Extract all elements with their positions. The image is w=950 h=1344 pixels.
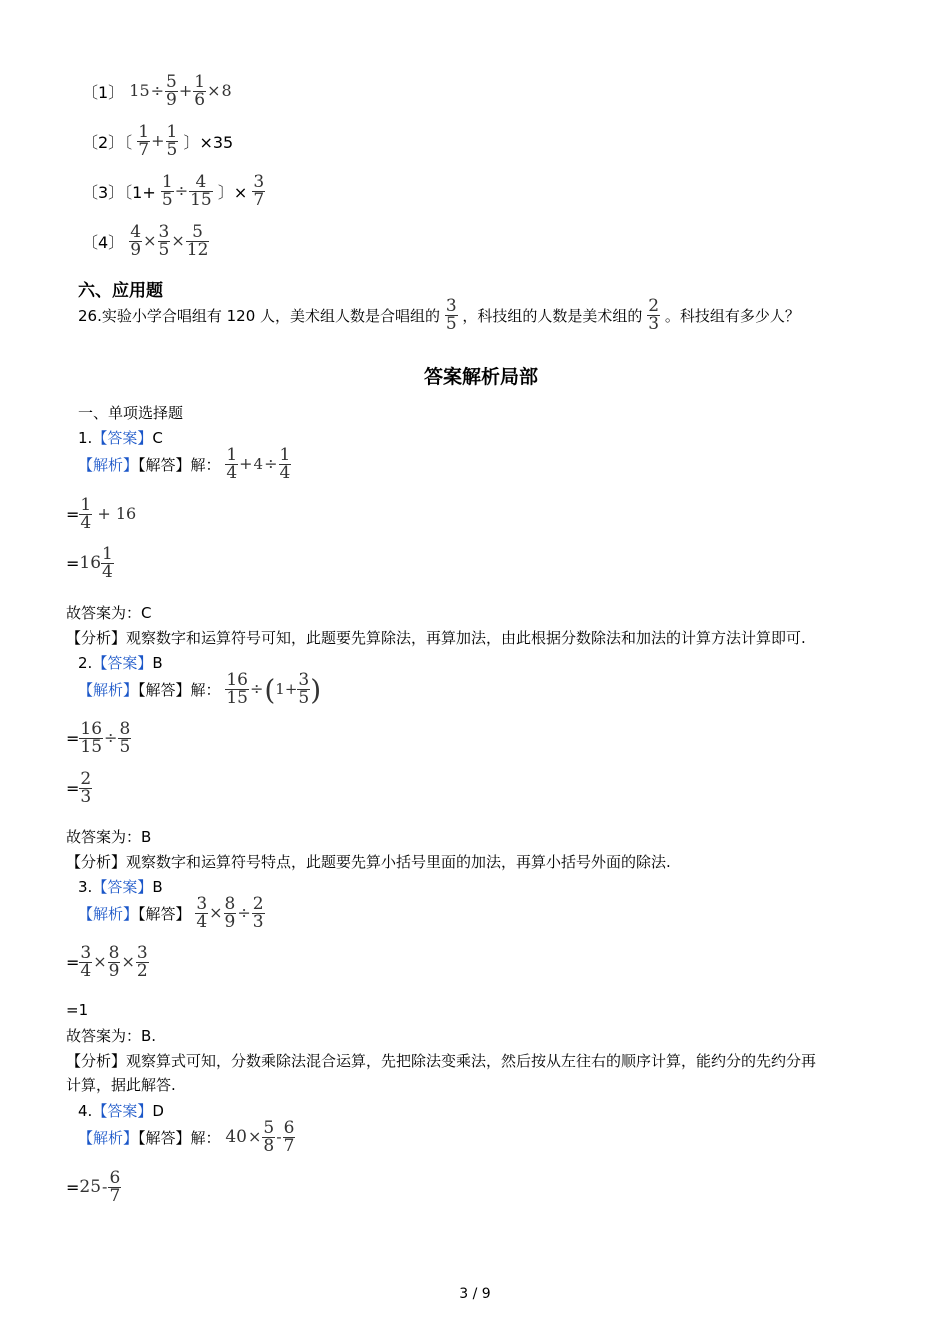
problem-4 [82, 224, 209, 259]
answer-value: D [152, 1102, 164, 1120]
answer-3-header: 3.【答案】B [78, 878, 163, 896]
answer-tag: 【答案】 [92, 429, 153, 447]
section-heading: 六、应用题 [78, 281, 163, 301]
fraction: $\frac{8}{9}$ [108, 943, 120, 981]
fraction: $\frac{6}{7}$ [283, 1118, 295, 1156]
answer-tag: 【答案】 [92, 878, 153, 896]
fraction: $\frac{1}{6}$ [194, 72, 206, 110]
fraction: $\frac{2}{3}$ [648, 296, 660, 334]
analysis-line: 【分析】观察数字和运算符号可知，此题要先算除法，再算加法，由此根据分数除法和加法的计算方法计算即可. [66, 629, 806, 647]
problem-label: 〔2〕〔 [82, 133, 133, 152]
fraction: $\frac{1}{4}$ [226, 445, 238, 483]
fraction: $\frac{5}{9}$ [166, 72, 177, 110]
answer-4-header: 4.【答案】D [78, 1102, 164, 1120]
answer-4-solution: 【解析】【解答】解： 40× $\frac{5}{8}$ - $\frac{6}{7}$ [78, 1118, 295, 1156]
fraction: $\frac{1}{4}$ [80, 495, 92, 533]
question-26: 26.实验小学合唱组有 120 人，美术组人数是合唱组的 $\frac{3}{5}$ ，科技组的人数是美术组的 $\frac{2}{3}$ 。科技组有多少人？ [78, 296, 800, 334]
answer-1-solution: 【解析】【解答】解： $\frac{1}{4}$ +4÷ $\frac{1}{4}$ [78, 445, 291, 483]
answer-value: C [152, 429, 163, 447]
fraction: $\frac{3}{4}$ [80, 943, 92, 981]
solution-step: = $\frac{16}{15}$ ÷ $\frac{8}{5}$ [66, 719, 131, 757]
analysis-tag: 【解析】 [78, 681, 139, 699]
fraction: $\frac{5}{8}$ [263, 1118, 275, 1156]
problem-1 [82, 74, 232, 109]
problem-3: 〔3〕〔1+ $\frac{1}{5}$ ÷ $\frac{4}{15}$ 〕× $\frac{3}{7}$ [82, 172, 265, 210]
result-line: 故答案为：C [66, 604, 152, 622]
fraction: $\frac{2}{3}$ [80, 769, 92, 807]
fraction: $\frac{4}{15}$ [190, 172, 212, 210]
problem-label: 〔3〕〔1+ [82, 183, 156, 202]
solution-step: = $\frac{2}{3}$ [66, 769, 92, 807]
expression: $\frac{4}{9}$ × $\frac{3}{5}$ × $\frac{5}{12}$ [130, 222, 209, 260]
fraction: $\frac{3}{2}$ [136, 943, 148, 981]
result-line: 故答案为：B. [66, 1027, 157, 1045]
analysis-tag: 【解析】 [78, 1129, 139, 1147]
fraction: $\frac{3}{4}$ [196, 894, 208, 932]
analysis-line: 【分析】观察数字和运算符号特点，此题要先算小括号里面的加法，再算小括号外面的除法. [66, 853, 671, 871]
expression: $\frac{1}{7}$ + $\frac{1}{5}$ [138, 122, 178, 160]
fraction: $\frac{1}{7}$ [138, 122, 150, 160]
solution-step: = $\frac{1}{4}$ + 16 [66, 495, 137, 533]
analysis-line: 计算，据此解答. [66, 1076, 176, 1094]
fraction: $\frac{3}{5}$ [158, 222, 170, 260]
expression: 40× $\frac{5}{8}$ - $\frac{6}{7}$ [225, 1118, 295, 1156]
answer-2-solution: 【解析】【解答】解： $\frac{16}{15}$ ÷(1+ $\frac{3}{5}$ ) [78, 670, 322, 708]
answer-tag: 【答案】 [92, 654, 153, 672]
answers-title: 答案解析局部 [423, 366, 538, 388]
expression: 15÷ $\frac{5}{9}$ + $\frac{1}{6}$ ×8 [129, 72, 232, 110]
expression: $\frac{1}{4}$ +4÷ $\frac{1}{4}$ [226, 445, 291, 483]
fraction: $\frac{8}{9}$ [224, 894, 236, 932]
fraction: $\frac{8}{5}$ [119, 719, 131, 757]
answer-3-solution: 【解析】【解答】 $\frac{3}{4}$ × $\frac{8}{9}$ ÷ $\frac{2}{3}$ [78, 894, 264, 932]
analysis-line: 【分析】观察算式可知，分数乘除法混合运算，先把除法变乘法，然后按从左往右的顺序计算，能约分的先约分再 [66, 1052, 817, 1070]
fraction: $\frac{2}{3}$ [252, 894, 264, 932]
fraction: $\frac{1}{4}$ [279, 445, 291, 483]
fraction: $\frac{1}{5}$ [166, 122, 178, 160]
page-number: 3 / 9 [459, 1286, 491, 1302]
fraction: $\frac{4}{9}$ [130, 222, 142, 260]
fraction: $\frac{3}{7}$ [253, 172, 265, 210]
expression: $\frac{16}{15}$ ÷(1+ $\frac{3}{5}$ ) [226, 670, 322, 708]
answer-value: B [152, 654, 163, 672]
answer-tag: 【答案】 [92, 1102, 153, 1120]
expression: $\frac{3}{4}$ × $\frac{8}{9}$ ÷ $\frac{2}{3}$ [196, 894, 264, 932]
answer-value: B [152, 878, 163, 896]
fraction: $\frac{6}{7}$ [109, 1168, 121, 1206]
answer-1-header: 1.【答案】C [78, 429, 163, 447]
fraction: $\frac{3}{5}$ [298, 670, 310, 708]
expression: $\frac{1}{5}$ ÷ $\frac{4}{15}$ [161, 172, 212, 210]
fraction: $\frac{16}{15}$ [226, 670, 248, 708]
solution-step: =1 [66, 1001, 89, 1019]
solution-step: = $\frac{3}{4}$ × $\frac{8}{9}$ × $\frac{3}{2}$ [66, 943, 148, 981]
answer-2-header: 2.【答案】B [78, 654, 163, 672]
problem-2: 〔2〕〔 $\frac{1}{7}$ + $\frac{1}{5}$ 〕×35 [82, 122, 234, 160]
problem-label: 〔4〕 [82, 233, 125, 252]
solution-step: =25- $\frac{6}{7}$ [66, 1168, 121, 1206]
section-heading: 一、单项选择题 [78, 404, 184, 422]
fraction: $\frac{3}{5}$ [445, 296, 457, 334]
analysis-tag: 【解析】 [78, 456, 139, 474]
fraction: $\frac{5}{12}$ [186, 222, 209, 260]
problem-label: 〔1〕 [82, 83, 125, 102]
fraction: $\frac{1}{5}$ [161, 172, 173, 210]
fraction: $\frac{16}{15}$ [80, 719, 103, 757]
result-line: 故答案为：B [66, 828, 152, 846]
fraction: $\frac{1}{4}$ [102, 544, 113, 582]
solution-step: =16 $\frac{1}{4}$ [66, 544, 113, 582]
analysis-tag: 【解析】 [78, 905, 139, 923]
